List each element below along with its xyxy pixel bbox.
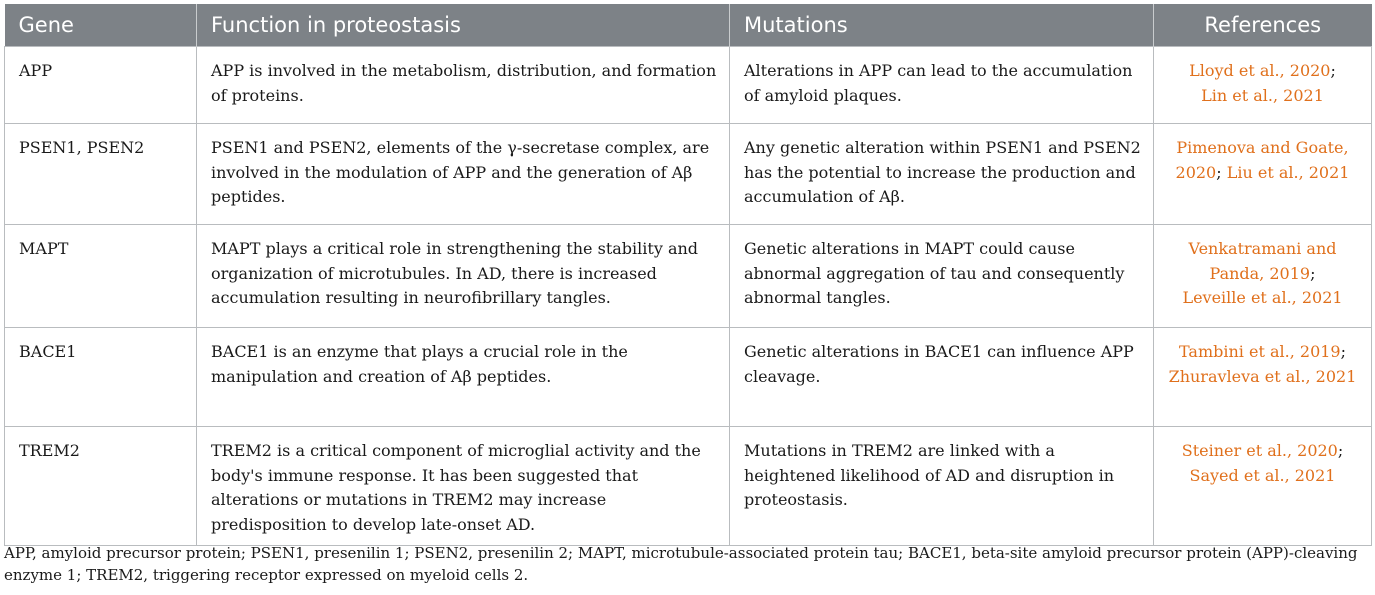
header-function: Function in proteostasis <box>197 4 730 47</box>
function-cell: BACE1 is an enzyme that plays a crucial role in the manipulation and creation of Aβ peptides. <box>197 328 730 427</box>
reference-link[interactable]: Pimenova and Goate, 2020 <box>1175 138 1349 182</box>
reference-separator: ; <box>1337 441 1344 460</box>
table-row <box>5 225 1372 328</box>
header-gene: Gene <box>5 4 197 47</box>
header-mutations: Mutations <box>730 4 1154 47</box>
reference-link[interactable]: Venkatramani and Panda, 2019 <box>1188 239 1337 283</box>
reference-link[interactable]: Sayed et al., 2021 <box>1189 465 1336 485</box>
references-cell <box>1154 225 1372 328</box>
gene-cell: MAPT <box>5 225 197 328</box>
gene-cell: BACE1 <box>5 328 197 427</box>
gene-cell: PSEN1, PSEN2 <box>5 124 197 225</box>
gene-cell: TREM2 <box>5 427 197 546</box>
reference-separator: ; <box>1330 61 1336 80</box>
header-row <box>5 4 1372 47</box>
mutations-cell: Any genetic alteration within PSEN1 and PSEN2 has the potential to increase the production and accumulation of Aβ. <box>730 124 1154 225</box>
table-footnote: APP, amyloid precursor protein; PSEN1, presenilin 1; PSEN2, presenilin 2; MAPT, microtubule-associated protein tau; BACE1, beta-site amyloid precursor protein (APP)-cleaving enzyme 1; TREM2, triggering receptor expressed on myeloid cells 2. <box>4 544 1358 584</box>
header-references: References <box>1154 4 1372 47</box>
reference-separator: ; <box>1216 162 1222 182</box>
references-cell <box>1154 328 1372 427</box>
table-row <box>5 124 1372 225</box>
reference-link[interactable]: Lloyd et al., 2020 <box>1189 61 1331 80</box>
reference-link[interactable]: Tambini et al., 2019 <box>1178 342 1341 361</box>
references-cell <box>1154 124 1372 225</box>
table-row <box>5 47 1372 124</box>
mutations-cell: Genetic alterations in BACE1 can influence APP cleavage. <box>730 328 1154 427</box>
function-cell: TREM2 is a critical component of microglial activity and the body's immune response. It has been suggested that alterations or mutations in TREM2 may increase predisposition to develop late-onset AD. <box>197 427 730 546</box>
references-cell <box>1154 427 1372 546</box>
reference-link[interactable]: Lin et al., 2021 <box>1201 85 1324 105</box>
table-row <box>5 427 1372 546</box>
mutations-cell: Alterations in APP can lead to the accumulation of amyloid plaques. <box>730 47 1154 124</box>
references-cell <box>1154 47 1372 124</box>
gene-cell: APP <box>5 47 197 124</box>
gene-table <box>4 4 1372 546</box>
mutations-cell: Genetic alterations in MAPT could cause abnormal aggregation of tau and consequently abnormal tangles. <box>730 225 1154 328</box>
reference-link[interactable]: Zhuravleva et al., 2021 <box>1168 366 1357 386</box>
table-row <box>5 328 1372 427</box>
function-cell: APP is involved in the metabolism, distribution, and formation of proteins. <box>197 47 730 124</box>
reference-separator: ; <box>1310 263 1316 283</box>
mutations-cell: Mutations in TREM2 are linked with a heightened likelihood of AD and disruption in proteostasis. <box>730 427 1154 546</box>
reference-link[interactable]: Liu et al., 2021 <box>1226 162 1350 182</box>
reference-link[interactable]: Leveille et al., 2021 <box>1182 288 1343 307</box>
function-cell: MAPT plays a critical role in strengthening the stability and organization of microtubules. In AD, there is increased accumulation resulting in neurofibrillary tangles. <box>197 225 730 328</box>
reference-link[interactable]: Steiner et al., 2020 <box>1181 441 1338 460</box>
function-cell: PSEN1 and PSEN2, elements of the γ-secretase complex, are involved in the modulation of APP and the generation of Aβ peptides. <box>197 124 730 225</box>
reference-separator: ; <box>1340 342 1346 361</box>
